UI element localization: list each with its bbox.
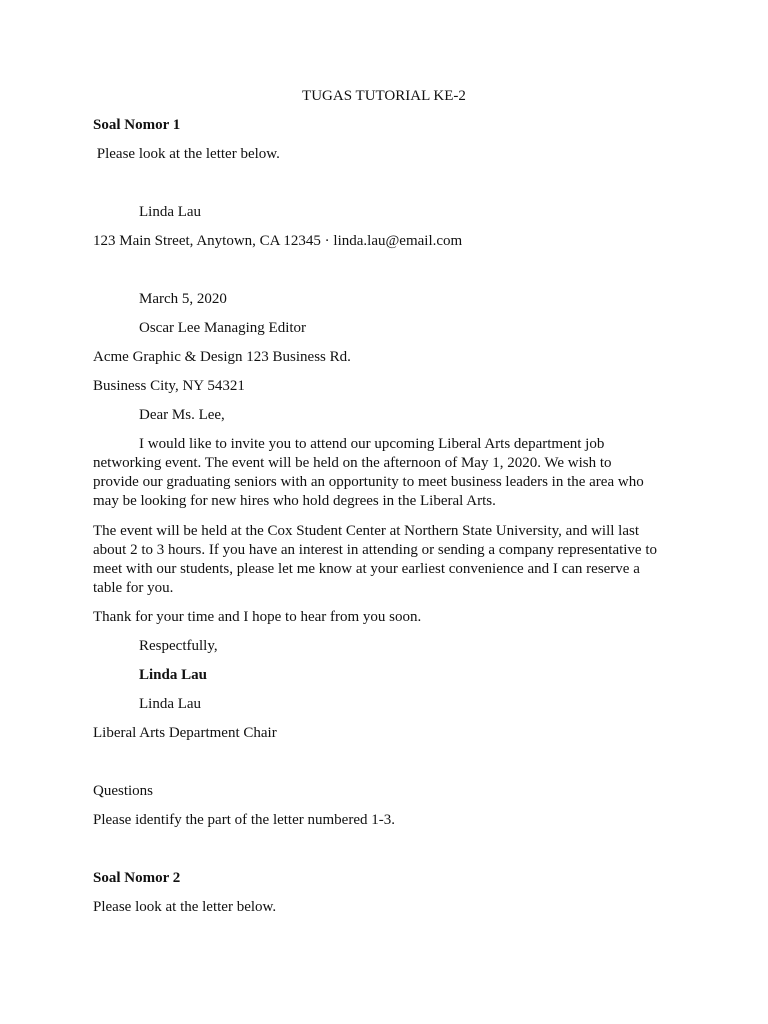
sender-name: Linda Lau	[139, 204, 202, 220]
body-paragraph-3: Thank for your time and I hope to hear from you soon.	[93, 609, 422, 625]
question-2-intro: Please look at the letter below.	[93, 899, 277, 915]
closing: Respectfully,	[139, 638, 218, 654]
body-paragraph-1-line: networking event. The event will be held on the afternoon of May 1, 2020. We wish to	[93, 455, 612, 471]
question-1-intro: Please look at the letter below.	[93, 146, 280, 162]
question-1-heading: Soal Nomor 1	[93, 117, 181, 133]
document-title: TUGAS TUTORIAL KE-2	[302, 88, 466, 104]
letter-date: March 5, 2020	[139, 291, 227, 307]
question-2-heading: Soal Nomor 2	[93, 870, 181, 886]
body-paragraph-2-line: meet with our students, please let me know at your earliest convenience and I can reserve a	[93, 561, 640, 577]
body-paragraph-2-line: about 2 to 3 hours. If you have an interest in attending or sending a company representative to	[93, 542, 658, 558]
body-paragraph-2-line: The event will be held at the Cox Student Center at Northern State University, and will last	[93, 523, 639, 539]
sender-position: Liberal Arts Department Chair	[93, 725, 277, 741]
body-paragraph-1-line: provide our graduating seniors with an opportunity to meet business leaders in the area who	[93, 474, 644, 490]
salutation: Dear Ms. Lee,	[139, 407, 225, 423]
questions-text: Please identify the part of the letter numbered 1-3.	[93, 812, 395, 828]
recipient-city: Business City, NY 54321	[93, 378, 245, 394]
recipient-company: Acme Graphic & Design 123 Business Rd.	[93, 349, 351, 365]
sender-address: 123 Main Street, Anytown, CA 12345 · linda.lau@email.com	[93, 233, 463, 249]
body-paragraph-1-line: I would like to invite you to attend our upcoming Liberal Arts department job	[139, 436, 605, 452]
body-paragraph-1-line: may be looking for new hires who hold degrees in the Liberal Arts.	[93, 493, 496, 509]
body-paragraph-2-line: table for you.	[93, 580, 174, 596]
signature: Linda Lau	[139, 667, 207, 683]
recipient-name: Oscar Lee Managing Editor	[139, 320, 307, 336]
typed-name: Linda Lau	[139, 696, 202, 712]
questions-label: Questions	[93, 783, 153, 799]
